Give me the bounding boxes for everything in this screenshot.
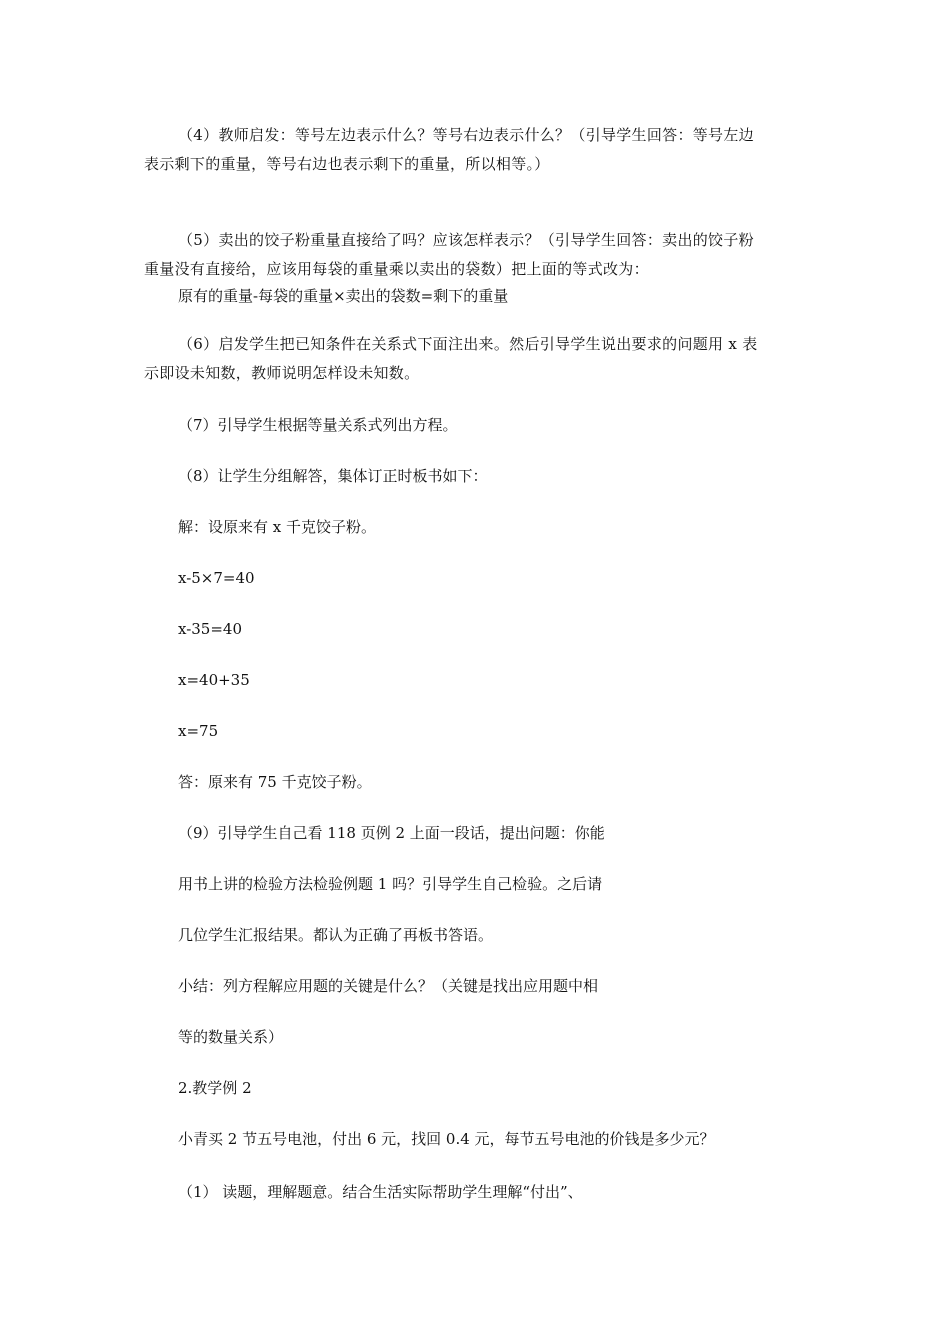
paragraph-step-9-line: （9）引导学生自己看 118 页例 2 上面一段话，提出问题：你能 [178, 824, 605, 842]
summary-line: 等的数量关系） [178, 1028, 284, 1046]
paragraph-step-9-line: 用书上讲的检验方法检验例题 1 吗？引导学生自己检验。之后请 [178, 875, 603, 893]
solution-answer: 答：原来有 75 千克饺子粉。 [178, 773, 372, 791]
paragraph-step-5 [144, 226, 808, 284]
paragraph-line: （5）卖出的饺子粉重量直接给了吗？应该怎样表示？（引导学生回答：卖出的饺子粉 [178, 231, 754, 249]
relation-formula: 原有的重量-每袋的重量×卖出的袋数=剩下的重量 [178, 287, 509, 305]
solution-step: x=75 [178, 722, 219, 740]
solution-step: x=40+35 [178, 671, 250, 689]
summary-line: 小结：列方程解应用题的关键是什么？（关键是找出应用题中相 [178, 977, 599, 995]
paragraph-line: 表示剩下的重量，等号右边也表示剩下的重量，所以相等。） [144, 155, 550, 173]
paragraph-step-6 [144, 330, 808, 388]
solution-intro: 解：设原来有 x 千克饺子粉。 [178, 518, 376, 536]
section-heading: 2.教学例 2 [178, 1079, 252, 1097]
paragraph-line: 重量没有直接给，应该用每袋的重量乘以卖出的袋数）把上面的等式改为： [144, 260, 649, 278]
paragraph-step-4 [144, 121, 808, 179]
paragraph-step-7: （7）引导学生根据等量关系式列出方程。 [178, 416, 458, 434]
paragraph-line: （6）启发学生把已知条件在关系式下面注出来。然后引导学生说出要求的问题用 x 表 [178, 335, 758, 353]
paragraph-step-8: （8）让学生分组解答，集体订正时板书如下： [178, 467, 488, 485]
solution-step: x-5×7=40 [178, 569, 255, 587]
paragraph-line: （4）教师启发：等号左边表示什么？等号右边表示什么？（引导学生回答：等号左边 [178, 126, 754, 144]
solution-step: x-35=40 [178, 620, 243, 638]
example-2-problem: 小青买 2 节五号电池，付出 6 元，找回 0.4 元，每节五号电池的价钱是多少元？ [178, 1130, 715, 1148]
paragraph-line: 示即设未知数，教师说明怎样设未知数。 [144, 364, 420, 382]
example-2-step-1: （1） 读题，理解题意。结合生活实际帮助学生理解“付出”、 [178, 1183, 583, 1201]
paragraph-step-9-line: 几位学生汇报结果。都认为正确了再板书答语。 [178, 926, 494, 944]
